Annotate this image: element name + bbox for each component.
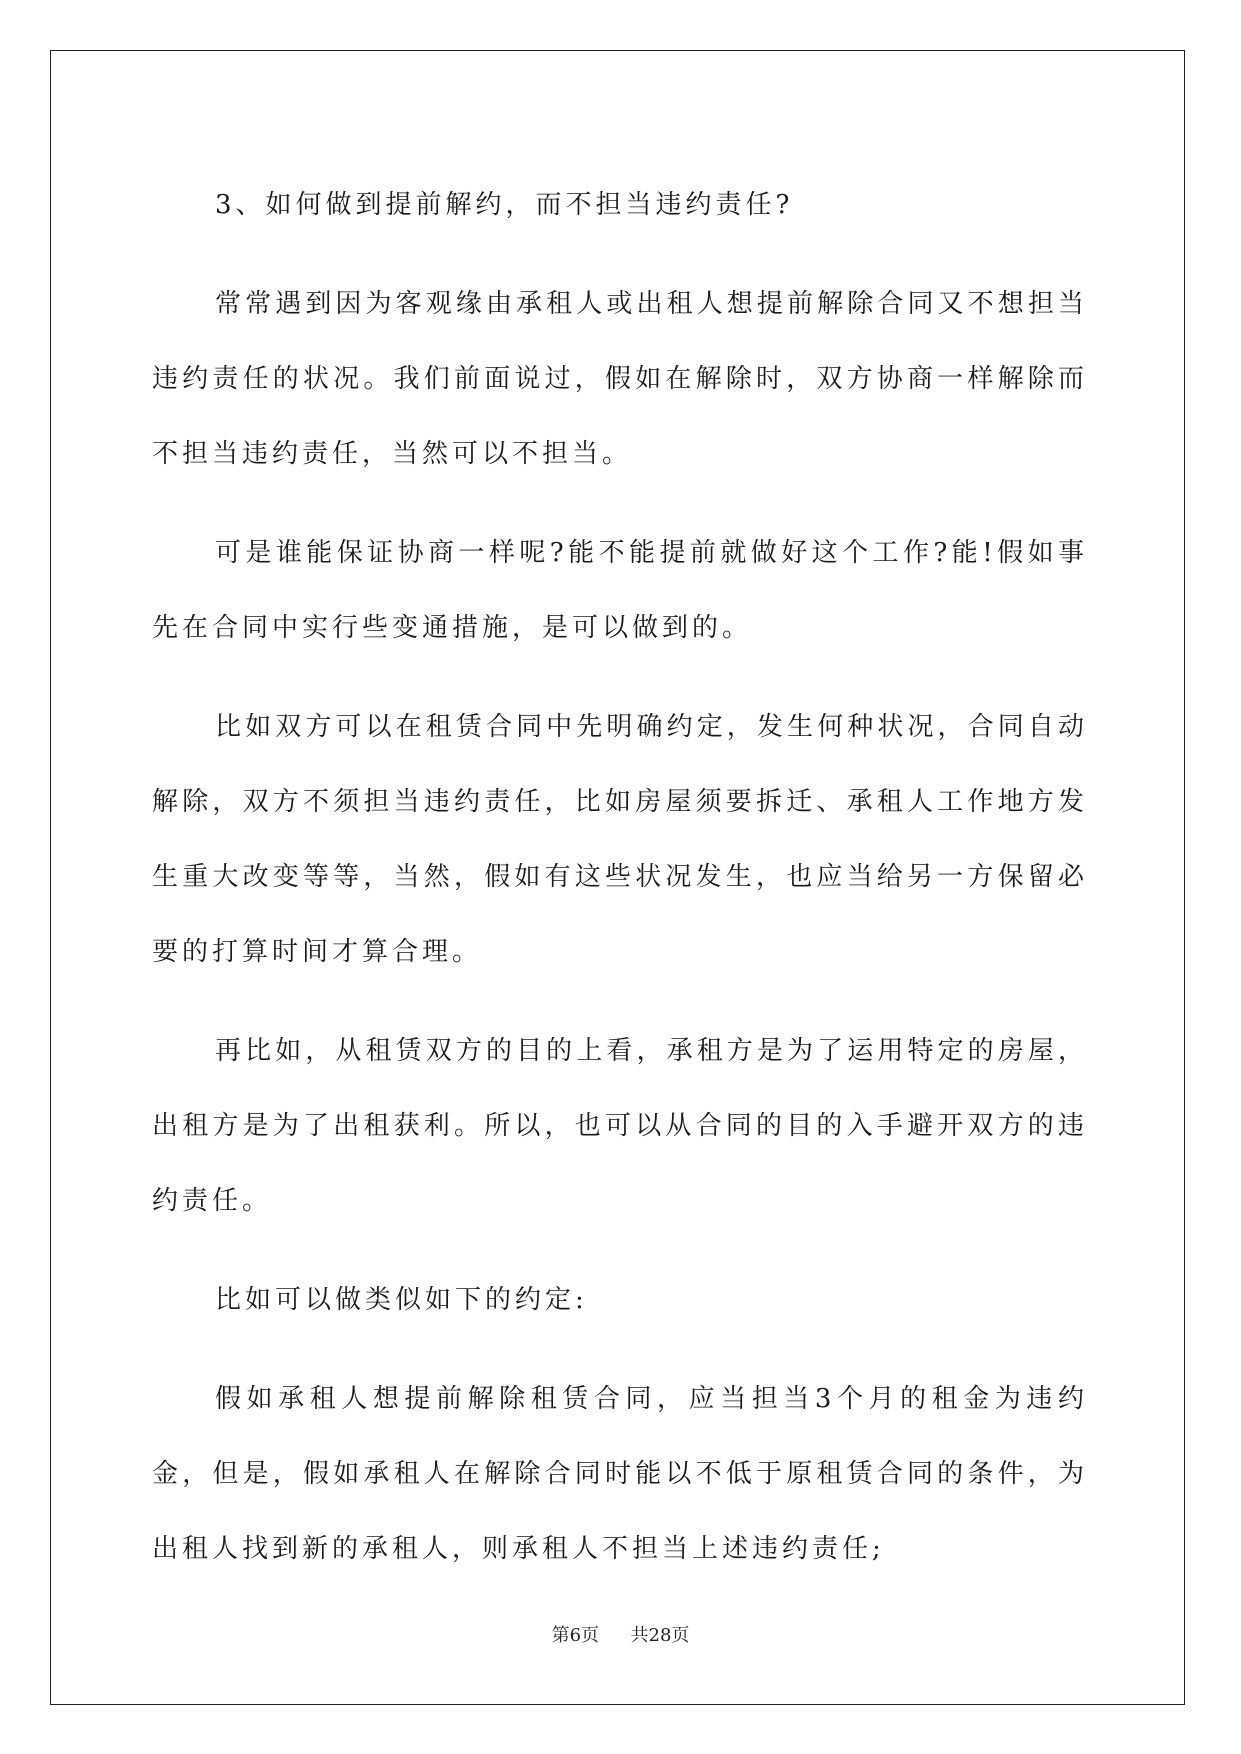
paragraph: 可是谁能保证协商一样呢?能不能提前就做好这个工作?能!假如事先在合同中实行些变通措施，是可以做到的。 bbox=[152, 538, 1088, 643]
paragraph: 再比如，从租赁双方的目的上看，承租方是为了运用特定的房屋，出租方是为了出租获利。所以，也可以从合同的目的入手避开双方的违约责任。 bbox=[152, 1036, 1088, 1216]
paragraph: 常常遇到因为客观缘由承租人或出租人想提前解除合同又不想担当违约责任的状况。我们前面说过，假如在解除时，双方协商一样解除而不担当违约责任，当然可以不担当。 bbox=[152, 289, 1088, 469]
section-heading: 3、如何做到提前解约，而不担当违约责任? bbox=[215, 190, 794, 220]
paragraph: 假如承租人想提前解除租赁合同，应当担当3个月的租金为违约金，但是，假如承租人在解除合同时能以不低于原租赁合同的条件，为出租人找到新的承租人，则承租人不担当上述违约责任; bbox=[152, 1384, 1088, 1564]
page-footer bbox=[0, 1621, 1241, 1647]
paragraph: 比如可以做类似如下的约定: bbox=[215, 1285, 588, 1315]
document-body bbox=[152, 168, 1088, 1611]
paragraph: 比如双方可以在租赁合同中先明确约定，发生何种状况，合同自动解除，双方不须担当违约责任，比如房屋须要拆迁、承租人工作地方发生重大改变等等，当然，假如有这些状况发生，也应当给另一方保留必要的打算时间才算合理。 bbox=[152, 712, 1088, 967]
page-total: 共28页 bbox=[630, 1625, 690, 1646]
page-number: 第6页 bbox=[551, 1625, 600, 1646]
